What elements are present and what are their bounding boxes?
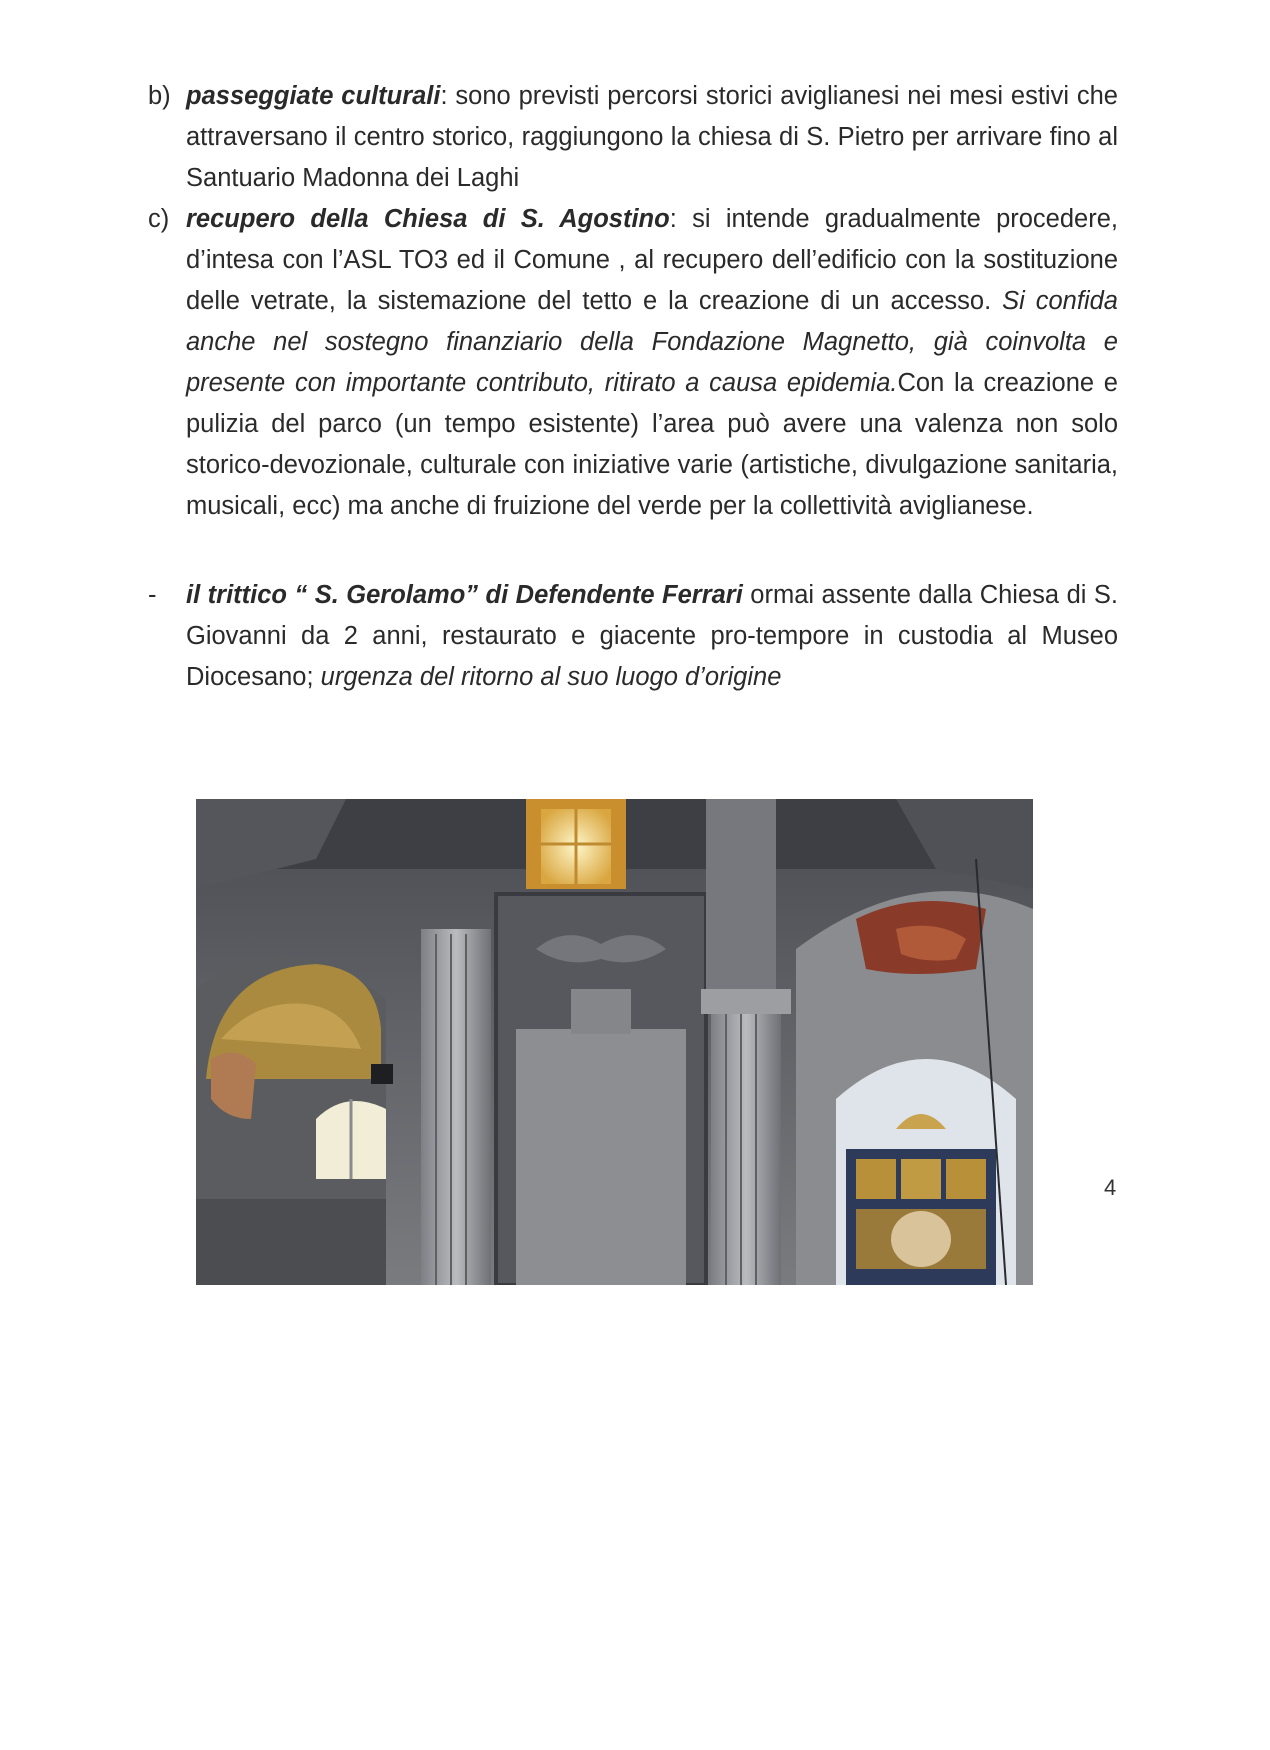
list-item-c: [148, 199, 1118, 527]
item-body: : si intende gradualmente procedere, d’intesa con l’ASL TO3 ed il Comune , al recupero dell’edificio con la sostituzione delle vetrate, la sistemazione del tetto e la creazione di un accesso.: [186, 205, 1118, 315]
list-marker: -: [148, 581, 157, 609]
item-body: Con la creazione e pulizia del parco (un tempo esistente) l’area può avere una valenza non solo storico-devozionale, culturale con iniziative varie (artistiche, divulgazione sanitaria, musicali, ecc) ma anche di fruizione del verde per la collettività aviglianese.: [186, 369, 1118, 520]
item-body: : sono previsti percorsi storici aviglianesi nei mesi estivi che attraversano il centro storico, raggiungono la chiesa di S. Pietro per arrivare fino al Santuario Madonna dei Laghi: [186, 82, 1118, 192]
item-body: ormai assente dalla Chiesa di S. Giovanni da 2 anni, restaurato e giacente pro-tempore in custodia al Museo Diocesano;: [186, 581, 1118, 691]
item-body-italic: urgenza del ritorno al suo luogo d’origine: [320, 663, 782, 691]
item-body-italic: Si confida anche nel sostegno finanziario della Fondazione Magnetto, già coinvolta e presente con importante contributo, ritirato a causa epidemia.: [186, 287, 1118, 397]
list-marker: b): [148, 82, 171, 110]
list-item-dash: [148, 575, 1118, 698]
item-heading: recupero della Chiesa di S. Agostino: [186, 205, 670, 233]
page-number: 4: [1104, 1175, 1117, 1200]
church-interior-photo: [196, 799, 1033, 1285]
list-item-text: [186, 199, 1118, 527]
item-heading: passeggiate culturali: [186, 82, 441, 110]
item-heading: il trittico “ S. Gerolamo” di Defendente Ferrari: [186, 581, 743, 609]
list-item-b: [148, 76, 1118, 199]
list-item-text: [186, 575, 1118, 698]
list-item-text: [186, 76, 1118, 199]
list-marker: c): [148, 205, 170, 233]
